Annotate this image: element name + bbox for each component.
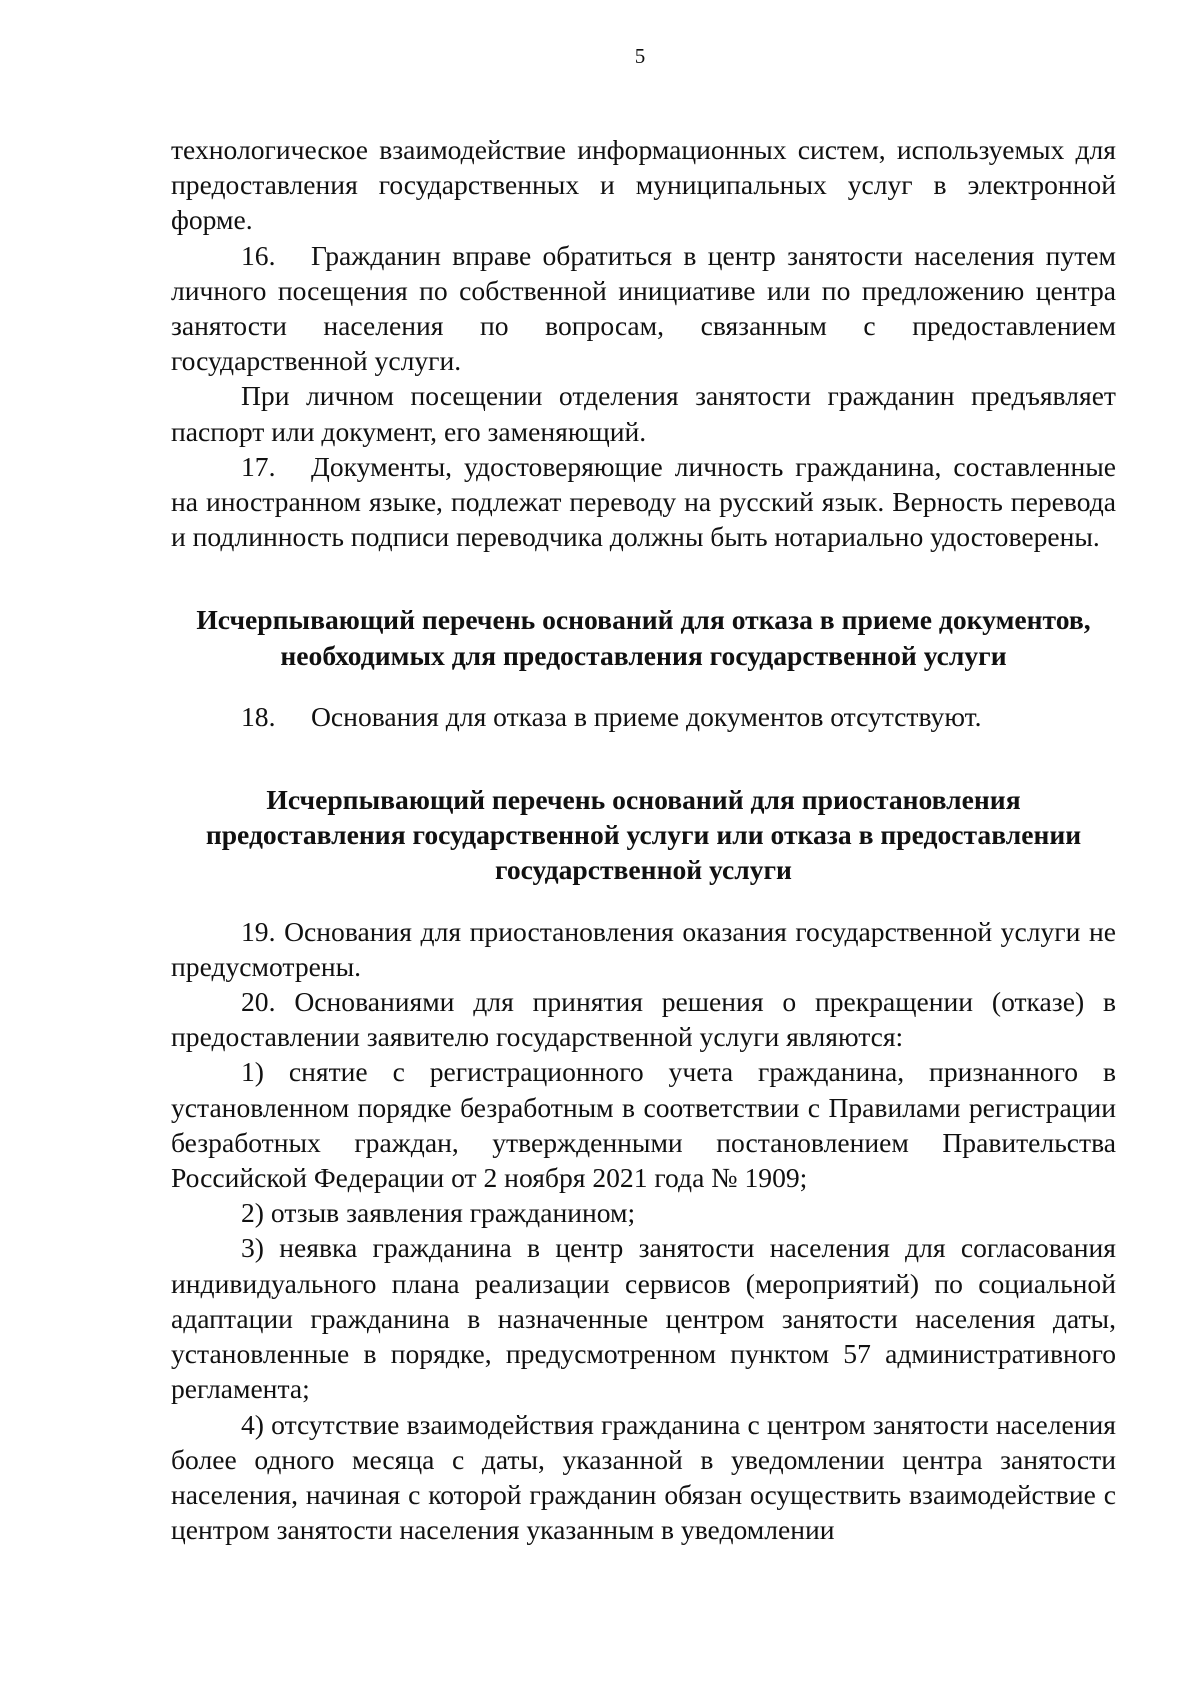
- paragraph-20-item-3: 3) неявка гражданина в центр занятости населения для согласования индивидуального плана реализации сервисов (мероприятий) по социальной адаптации гражданина в назначенные центром занятости населения даты, установленные в порядке, предусмотренном пунктом 57 административного регламента;: [171, 1232, 1116, 1405]
- paragraph-20-item-1: 1) снятие с регистрационного учета гражданина, признанного в установленном порядке безработным в соответствии с Правилами регистрации безработных граждан, утвержденными постановлением Правительства Российской Федерации от 2 ноября 2021 года № 1909;: [171, 1056, 1116, 1194]
- paragraph-16: [171, 238, 1116, 379]
- paragraph-16-continued: При личном посещении отделения занятости гражданин предъявляет паспорт или документ, его заменяющий.: [171, 380, 1116, 447]
- paragraph-17: [171, 449, 1116, 555]
- paragraph-18-number: 18.: [241, 700, 276, 732]
- page-number: 5: [634, 44, 646, 68]
- paragraph-16-text: Гражданин вправе обратиться в центр занятости населения путем личного посещения по собственной инициативе или по предложению центра занятости населения по вопросам, связанным с предоставлением государственной услуги.: [171, 239, 1116, 377]
- paragraph-19: 19. Основания для приостановления оказания государственной услуги не предусмотрены.: [171, 915, 1116, 982]
- paragraph-17-number: 17.: [241, 450, 276, 482]
- paragraph-18: [171, 699, 1116, 734]
- paragraph-17-text: Документы, удостоверяющие личность гражданина, составленные на иностранном языке, подлежат переводу на русский язык. Верность перевода и подлинность подписи переводчика должны быть нотариально удостоверены.: [171, 450, 1116, 553]
- paragraph-intro: технологическое взаимодействие информационных систем, используемых для предоставления государственных и муниципальных услуг в электронной форме.: [171, 134, 1116, 236]
- section-heading-suspension: Исчерпывающий перечень оснований для приостановления предоставления государственной услуги или отказа в предоставлении государственной услуги: [205, 784, 1082, 886]
- document-body: [171, 132, 1116, 1547]
- paragraph-20-item-2: 2) отзыв заявления гражданином;: [241, 1197, 636, 1229]
- paragraph-18-text: Основания для отказа в приеме документов отсутствуют.: [311, 700, 982, 732]
- paragraph-16-number: 16.: [241, 239, 276, 271]
- paragraph-20-item-4: 4) отсутствие взаимодействия гражданина с центром занятости населения более одного месяца с даты, указанной в уведомлении центра занятости населения, начиная с которой гражданин обязан осуществить взаимодействие с центром занятости населения указанным в уведомлении: [171, 1408, 1116, 1546]
- section-heading-refusal-documents: Исчерпывающий перечень оснований для отказа в приеме документов, необходимых для предоставления государственной услуги: [196, 604, 1091, 671]
- paragraph-20: 20. Основаниями для принятия решения о прекращении (отказе) в предоставлении заявителю государственной услуги являются:: [171, 986, 1116, 1053]
